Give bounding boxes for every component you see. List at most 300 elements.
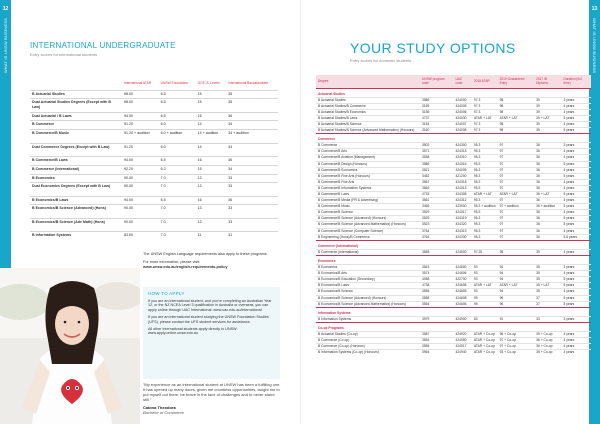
intl-score-cell: 98.00 bbox=[122, 99, 159, 112]
degree-value: 97.25 bbox=[472, 249, 498, 255]
degree-value: 36 bbox=[534, 234, 561, 240]
degree-value: 424917 bbox=[453, 344, 471, 350]
study-options-subtitle: Entry scores for domestic students bbox=[350, 58, 412, 63]
degree-value: 422700 bbox=[453, 277, 471, 283]
degree-value: 424310 bbox=[453, 155, 471, 161]
intl-degree-name: B Information Systems bbox=[30, 231, 122, 240]
section-heading-row bbox=[316, 134, 591, 143]
degree-value: ATAR + Co-op bbox=[472, 331, 498, 337]
degree-value: 96 bbox=[498, 295, 535, 301]
degree-value: 97 + Co-op bbox=[498, 344, 535, 350]
intl-score-cell: 6.2 bbox=[159, 165, 196, 174]
degree-value: 424005 bbox=[453, 167, 471, 173]
degree-value: 4 years bbox=[561, 210, 591, 216]
degree-value: 35 + Co-op bbox=[534, 350, 561, 356]
degree-value: 4 years bbox=[561, 249, 591, 255]
how-to-apply-p3: All other international students apply directly to UNSW: www.apply.online.unsw.edu.au bbox=[148, 327, 238, 336]
degree-name: B Actuarial Studies/B Science bbox=[316, 121, 420, 127]
col-duration: Duration (full time) bbox=[561, 75, 591, 88]
degree-value: 3156 bbox=[420, 109, 453, 115]
english-note-text: The UNSW English Language requirements also apply to these programs. bbox=[143, 252, 268, 256]
degree-value: 36 bbox=[534, 167, 561, 173]
intl-score-cell: 35 bbox=[226, 99, 278, 112]
degree-name: B Information Systems (Co-op) (Honours) bbox=[316, 350, 420, 356]
intl-table-row bbox=[30, 130, 278, 143]
degree-name: B Economics/B Arts bbox=[316, 271, 420, 277]
degree-value: 4 years bbox=[561, 289, 591, 295]
intl-degree-name: B Commerce (International) bbox=[30, 165, 122, 174]
degree-value: 3979 bbox=[420, 316, 453, 322]
col-degree: Degree bbox=[316, 75, 420, 88]
degree-value: 95 bbox=[472, 295, 498, 301]
degree-name: B Commerce/B Science (Advanced) (Honours) bbox=[316, 216, 420, 222]
quote-author: Cabina Theodora bbox=[143, 405, 176, 410]
degree-value: 424900 bbox=[453, 316, 471, 322]
degree-value: 424007 bbox=[453, 121, 471, 127]
intl-score-cell: 34 bbox=[226, 165, 278, 174]
intl-degree-name: Dual Economics Degrees (Except with B Law) bbox=[30, 183, 122, 196]
col-ib: 2017 IB Diploma bbox=[534, 75, 561, 88]
degree-value: 36 bbox=[534, 185, 561, 191]
degree-value: 3154 bbox=[420, 121, 453, 127]
degree-value: 424608 bbox=[453, 295, 471, 301]
intl-score-cell: 15 bbox=[196, 165, 227, 174]
degree-name: B Economics bbox=[316, 265, 420, 271]
degree-value: 83 bbox=[472, 316, 498, 322]
intl-table-row bbox=[30, 205, 278, 218]
degree-value: 424606 bbox=[453, 271, 471, 277]
intl-score-cell: 6.5 bbox=[159, 196, 196, 205]
degree-value: 424317 bbox=[453, 210, 471, 216]
degree-name: B Commerce (International) bbox=[316, 249, 420, 255]
degree-value: 94 bbox=[498, 289, 535, 295]
degree-value: 95.3 bbox=[472, 234, 498, 240]
degree-value: 3 years bbox=[561, 316, 591, 322]
degree-name: B Economics/B Science (Advanced Mathematics) (Honours) bbox=[316, 301, 420, 307]
degree-value: 3 years bbox=[561, 97, 591, 103]
degree-value: 93 bbox=[472, 289, 498, 295]
degree-value: 95.3 + audition bbox=[473, 204, 496, 209]
intl-score-cell: 36 bbox=[226, 112, 278, 121]
degree-value: 36 bbox=[534, 216, 561, 222]
degree-value: 39 bbox=[534, 249, 561, 255]
degree-value: 97 bbox=[498, 143, 535, 149]
intl-score-cell: 13 bbox=[196, 174, 227, 183]
degree-value: 4 years bbox=[561, 109, 591, 115]
degree-value: ATAR + LAT bbox=[498, 283, 535, 289]
degree-value: 4 years bbox=[561, 103, 591, 109]
degree-value: 36 bbox=[534, 179, 561, 185]
degree-value: 3465 bbox=[420, 204, 453, 210]
intl-score-cell: 91.20 bbox=[122, 143, 159, 156]
degree-name: B Commerce/B Music bbox=[316, 204, 420, 210]
intl-col-atar: International ATAR bbox=[124, 80, 152, 85]
left-page-number: 12 bbox=[2, 6, 9, 12]
degree-value: ATAR + LAT bbox=[472, 115, 498, 121]
intl-score-cell: 91.20 bbox=[122, 121, 159, 130]
intl-score-cell: 36 bbox=[226, 156, 278, 165]
degree-name: B Commerce/B Fine Arts (Honours) bbox=[316, 173, 420, 179]
degree-value: 36 bbox=[534, 143, 561, 149]
degree-value: 5 years bbox=[561, 222, 591, 228]
degree-value: 95.3 bbox=[472, 216, 498, 222]
degree-value: 95.3 bbox=[472, 167, 498, 173]
english-policy-link[interactable]: www.unsw.edu.au/english-requirements-policy bbox=[143, 265, 228, 269]
degree-value: 424320 bbox=[453, 222, 471, 228]
degree-value: 35 bbox=[534, 277, 561, 283]
degree-value: 36 + LAT bbox=[534, 192, 561, 198]
degree-value: 39 bbox=[534, 109, 561, 115]
degree-value: 424319 bbox=[453, 216, 471, 222]
degree-value: 4 years bbox=[561, 228, 591, 234]
degree-value: 36 bbox=[534, 173, 561, 179]
degree-value: ATAR + LAT bbox=[498, 192, 535, 198]
intl-degree-name: B Commerce/B Music bbox=[30, 130, 122, 143]
degree-value: 36 bbox=[534, 161, 561, 167]
intl-score-cell: 90.00 bbox=[122, 218, 159, 231]
degree-value: 3586 bbox=[420, 161, 453, 167]
english-requirements-note bbox=[143, 252, 278, 273]
intl-score-cell: 7.0 bbox=[159, 183, 196, 196]
degree-value: 95.3 bbox=[472, 155, 498, 161]
degree-value: 3587 bbox=[420, 331, 453, 337]
degree-value: 35 bbox=[534, 271, 561, 277]
intl-score-cell: 90.00 bbox=[122, 174, 159, 183]
degree-value: ATAR + Co-op bbox=[472, 350, 498, 356]
section-heading-row bbox=[316, 88, 591, 97]
degree-name: B Commerce/B Arts bbox=[316, 149, 420, 155]
degree-value: 94 bbox=[498, 265, 535, 271]
degree-value: 3155 bbox=[420, 103, 453, 109]
degree-value: 424008 bbox=[453, 128, 471, 134]
degree-value: 3558 bbox=[420, 249, 453, 255]
degree-name: B Actuarial Studies bbox=[316, 97, 420, 103]
col-atar: 2018 ATAR bbox=[472, 75, 498, 88]
intl-score-cell: 6.5 bbox=[159, 156, 196, 165]
more-info-label: For more information, please visit: bbox=[143, 260, 201, 264]
degree-name: B Commerce (Co-op) bbox=[316, 338, 420, 344]
degree-name: B Commerce/B Aviation (Management) bbox=[316, 155, 420, 161]
section-heading: Commerce (International) bbox=[316, 240, 591, 249]
degree-value: 3764 bbox=[420, 228, 453, 234]
intl-score-cell: 15 bbox=[196, 90, 227, 99]
intl-degree-name: B Economics/B Science (Adv Math) (Hons) bbox=[30, 218, 122, 231]
section-heading: Information Systems bbox=[316, 307, 591, 316]
degree-value: 3 years bbox=[561, 265, 591, 271]
degree-value: 35 bbox=[534, 289, 561, 295]
degree-value: 3567 bbox=[420, 179, 453, 185]
degree-value: 95.3 bbox=[472, 179, 498, 185]
degree-value: 93 bbox=[472, 277, 498, 283]
intl-score-cell: 14 bbox=[196, 121, 227, 130]
degree-value: 37 bbox=[534, 295, 561, 301]
degree-value: 36 bbox=[534, 210, 561, 216]
intl-score-cell: 6.5 bbox=[159, 112, 196, 121]
intl-col-foundation: UNSW Foundation bbox=[160, 80, 189, 85]
intl-table-header bbox=[30, 76, 278, 90]
degree-value: ATAR + LAT bbox=[472, 283, 498, 289]
degree-value: 39 + Co-op bbox=[534, 331, 561, 337]
degree-value: 424318 bbox=[453, 179, 471, 185]
intl-score-cell: 11 bbox=[196, 231, 227, 240]
degree-value: 4 years bbox=[561, 167, 591, 173]
intl-score-cell: 13 bbox=[196, 218, 227, 231]
degree-value: 3571 bbox=[420, 149, 453, 155]
degree-name: B Actuarial Studies/B Economics bbox=[316, 109, 420, 115]
degree-value: 5 years bbox=[561, 161, 591, 167]
degree-value: 97.3 bbox=[472, 109, 498, 115]
intl-score-cell: 7.0 bbox=[159, 218, 196, 231]
degree-value: 97.3 bbox=[472, 97, 498, 103]
study-options-table bbox=[316, 75, 591, 355]
degree-value: 4 years bbox=[561, 350, 591, 356]
degree-value: 5 years bbox=[561, 301, 591, 307]
degree-value: 3558 bbox=[420, 295, 453, 301]
degree-value: 5 years bbox=[561, 216, 591, 222]
degree-value: 95 bbox=[472, 301, 498, 307]
degree-value: 424312 bbox=[453, 198, 471, 204]
col-guaranteed-entry: 2019 Guaranteed Entry bbox=[498, 75, 535, 88]
degree-value: 39 bbox=[534, 128, 561, 134]
degree-value: 424600 bbox=[453, 265, 471, 271]
intl-score-cell: 7.0 bbox=[159, 205, 196, 218]
intl-score-cell: 33 bbox=[226, 205, 278, 218]
degree-value: 424500 bbox=[453, 249, 471, 255]
intl-score-cell: 36 bbox=[226, 196, 278, 205]
degree-value: 4 years bbox=[561, 338, 591, 344]
intl-score-cell: 34 bbox=[226, 121, 278, 130]
degree-value: 95.3 bbox=[472, 185, 498, 191]
intl-score-cell: 6.0 + audition bbox=[159, 130, 196, 143]
degree-value: 36 + Co-op bbox=[534, 338, 561, 344]
degree-value: 4733 bbox=[420, 192, 453, 198]
degree-value: 5 years bbox=[561, 277, 591, 283]
intl-degree-name: Dual Actuarial / B Laws bbox=[30, 112, 122, 121]
degree-value: 4 years bbox=[561, 331, 591, 337]
how-to-apply-box bbox=[143, 287, 280, 379]
degree-value: 5 years bbox=[561, 295, 591, 301]
degree-value: 421200 bbox=[453, 173, 471, 179]
degree-value: 424605 bbox=[453, 289, 471, 295]
intl-table-row bbox=[30, 90, 278, 99]
degree-value: 97 + Co-op bbox=[498, 338, 535, 344]
intl-score-cell: 14 + audition bbox=[196, 130, 227, 143]
degree-value: 3574 bbox=[420, 271, 453, 277]
degree-value: 424300 bbox=[453, 143, 471, 149]
degree-value: 36 bbox=[534, 198, 561, 204]
degree-value: 97 bbox=[498, 228, 535, 234]
intl-score-cell: 34 + audition bbox=[226, 130, 278, 143]
degree-value: 4 years bbox=[561, 271, 591, 277]
degree-value: 5.5 years bbox=[561, 234, 591, 240]
degree-value: 97 bbox=[498, 155, 535, 161]
degree-value: 424330 bbox=[453, 234, 471, 240]
intl-title: INTERNATIONAL UNDERGRADUATE bbox=[30, 41, 176, 50]
right-page-number: 13 bbox=[591, 6, 598, 12]
intl-entry-table bbox=[30, 76, 278, 240]
intl-table-row bbox=[30, 183, 278, 196]
degree-name: B Actuarial Studies/B Science (Advanced Mathematics) (Honours) bbox=[316, 128, 420, 134]
degree-value: 3543 bbox=[420, 265, 453, 271]
degree-value: 97 bbox=[498, 161, 535, 167]
intl-table-row bbox=[30, 218, 278, 231]
degree-value: 98 bbox=[498, 109, 535, 115]
degree-name: B Commerce/B Design (Honours) bbox=[316, 161, 420, 167]
degree-value: 424313 bbox=[453, 185, 471, 191]
col-uac-code: UAC code bbox=[453, 75, 471, 88]
degree-value: 97 bbox=[498, 173, 535, 179]
section-heading: Actuarial Studies bbox=[316, 88, 591, 97]
intl-score-cell: 6.0 bbox=[159, 143, 196, 156]
degree-value: 424315 bbox=[453, 149, 471, 155]
degree-value: 424006 bbox=[453, 109, 471, 115]
intl-score-cell: 94.00 bbox=[122, 112, 159, 121]
how-to-apply-title: HOW TO APPLY bbox=[148, 291, 185, 296]
degree-value: 3529 bbox=[420, 210, 453, 216]
degree-value: 3525 bbox=[420, 216, 453, 222]
degree-value: 98 bbox=[498, 121, 535, 127]
degree-name: B Engineering (Hons)/B Commerce bbox=[316, 234, 420, 240]
section-heading-row bbox=[316, 240, 591, 249]
intl-score-cell: 35 bbox=[226, 90, 278, 99]
degree-value: 93 bbox=[472, 271, 498, 277]
study-options-title: YOUR STUDY OPTIONS bbox=[350, 40, 516, 56]
degree-value: 96 bbox=[498, 301, 535, 307]
degree-value: 95.3 bbox=[472, 210, 498, 216]
degree-value: 95.3 bbox=[472, 198, 498, 204]
degree-value: 424920 bbox=[453, 331, 471, 337]
degree-value: 3564 bbox=[420, 185, 453, 191]
intl-table-row bbox=[30, 165, 278, 174]
intl-table-row bbox=[30, 231, 278, 240]
intl-degree-name: B Commerce/B Laws bbox=[30, 156, 122, 165]
degree-value: 4 years bbox=[561, 149, 591, 155]
degree-value: 95.3 bbox=[472, 173, 498, 179]
degree-value: 3538 bbox=[420, 155, 453, 161]
student-illustration bbox=[0, 268, 140, 424]
degree-value: 424606 bbox=[453, 301, 471, 307]
intl-col-ib: International Baccalaureate bbox=[228, 80, 269, 85]
degree-value: 97 + audition bbox=[498, 204, 535, 210]
degree-value: 97 bbox=[498, 167, 535, 173]
degree-name: B Economics/B Science (Advanced) (Honours) bbox=[316, 295, 420, 301]
degree-value: 95.3 bbox=[472, 149, 498, 155]
intl-degree-name: B Economics/B Laws bbox=[30, 196, 122, 205]
quote-degree: Bachelor of Commerce bbox=[143, 410, 184, 415]
degree-value: 3160 bbox=[420, 128, 453, 134]
intl-score-cell: 16 bbox=[196, 112, 227, 121]
degree-name: B Commerce/B Media (PR & Advertising) bbox=[316, 198, 420, 204]
degree-value: 97 bbox=[498, 234, 535, 240]
degree-value: 39 + LAT bbox=[534, 115, 561, 121]
degree-value: 98 bbox=[498, 128, 535, 134]
degree-value: 3555 bbox=[420, 289, 453, 295]
degree-value: 97 bbox=[498, 149, 535, 155]
degree-value: 5 years bbox=[561, 192, 591, 198]
degree-value: 3964 bbox=[420, 350, 453, 356]
intl-score-cell: 90.00 bbox=[122, 183, 159, 196]
degree-value: 36 bbox=[534, 155, 561, 161]
degree-value: 3764 bbox=[420, 234, 453, 240]
degree-value: 3523 bbox=[420, 222, 453, 228]
degree-name: B Commerce/B Science bbox=[316, 210, 420, 216]
degree-value: 5 years bbox=[561, 204, 591, 210]
degree-row bbox=[316, 350, 591, 356]
intl-degree-name: Dual Actuarial Studies Degrees (Except with B Law) bbox=[30, 99, 122, 112]
intl-score-cell: 13 bbox=[196, 183, 227, 196]
section-heading: Commerce bbox=[316, 134, 591, 143]
degree-value: 424316 bbox=[453, 161, 471, 167]
intl-score-cell: 33 bbox=[226, 218, 278, 231]
degree-value: 424308 bbox=[453, 192, 471, 198]
intl-score-cell: 6.5 bbox=[159, 99, 196, 112]
degree-value: 3554 bbox=[420, 338, 453, 344]
intl-score-cell: 7.0 bbox=[159, 174, 196, 183]
degree-value: 424000 bbox=[453, 97, 471, 103]
intl-table-row bbox=[30, 196, 278, 205]
degree-value: 5 years bbox=[561, 128, 591, 134]
degree-value: 424005 bbox=[453, 103, 471, 109]
intl-score-cell: 90.00 bbox=[122, 205, 159, 218]
degree-name: B Economics/B Education (Secondary) bbox=[316, 277, 420, 283]
intl-table-row bbox=[30, 156, 278, 165]
section-heading: Co-op Programs bbox=[316, 322, 591, 331]
intl-subtitle: Entry scores for international students bbox=[30, 52, 98, 57]
degree-value: 91 bbox=[498, 316, 535, 322]
degree-name: B Commerce/B Information Systems bbox=[316, 185, 420, 191]
intl-score-cell: 14 bbox=[196, 143, 227, 156]
intl-score-cell: 31 bbox=[226, 231, 278, 240]
degree-value: ATAR + Co-op bbox=[472, 344, 498, 350]
degree-name: B Commerce/B Economics bbox=[316, 167, 420, 173]
intl-score-cell: 33 bbox=[226, 183, 278, 196]
intl-col-degree bbox=[30, 76, 122, 90]
intl-score-cell: 92.20 bbox=[122, 165, 159, 174]
degree-value: 424950 bbox=[453, 338, 471, 344]
left-side-label: WHAT IS UNSW BUSINESS bbox=[3, 18, 8, 74]
degree-value: 3452 bbox=[420, 173, 453, 179]
intl-score-cell: 91.20 + audition bbox=[122, 130, 159, 143]
how-to-apply-p1: If you are an international student, and you're completing an Australian Year 12, or the NZ NCEA Level 3 qualification in Australia or overseas, you can apply online through UAC International: www.uac.edu.au/international bbox=[148, 299, 272, 312]
degree-value: 35 bbox=[534, 265, 561, 271]
degree-value: ATAR + LAT bbox=[498, 115, 535, 121]
degree-value: 4 years bbox=[561, 198, 591, 204]
intl-degree-name: B Commerce bbox=[30, 121, 122, 130]
degree-value: 95.3 bbox=[472, 222, 498, 228]
right-side-label: WHAT IS UNSW BUSINESS bbox=[592, 18, 597, 74]
degree-value: 3555 bbox=[420, 344, 453, 350]
degree-value: 5 years bbox=[561, 173, 591, 179]
degree-name: B Commerce (Co-op) (Honours) bbox=[316, 344, 420, 350]
degree-name: B Commerce/B Science (Advanced Mathematics) (Honours) bbox=[316, 222, 420, 228]
degree-value: 98 bbox=[498, 249, 535, 255]
intl-table-row bbox=[30, 121, 278, 130]
intl-degree-name: Dual Commerce Degrees (Except with B Law) bbox=[30, 143, 122, 156]
degree-name: B Commerce bbox=[316, 143, 420, 149]
quote-text: "My experience as an international student at UNSW has been a fulfilling one. It has opened up many doors, given me countless opportunities, taught me to put myself out there, be brave in the face of challenges and to never stand still." bbox=[143, 382, 281, 402]
intl-score-cell: 94.00 bbox=[122, 196, 159, 205]
right-page bbox=[300, 0, 600, 424]
degree-value: 35 + LAT bbox=[534, 283, 561, 289]
intl-score-cell: 7.0 bbox=[159, 231, 196, 240]
degree-name: B Commerce/B Laws bbox=[316, 192, 420, 198]
intl-table-row bbox=[30, 112, 278, 121]
section-heading: Economics bbox=[316, 255, 591, 264]
section-heading-row bbox=[316, 307, 591, 316]
intl-score-cell: 16 bbox=[196, 156, 227, 165]
degree-name: B Economics/B Science bbox=[316, 289, 420, 295]
intl-score-cell: 33 bbox=[226, 174, 278, 183]
